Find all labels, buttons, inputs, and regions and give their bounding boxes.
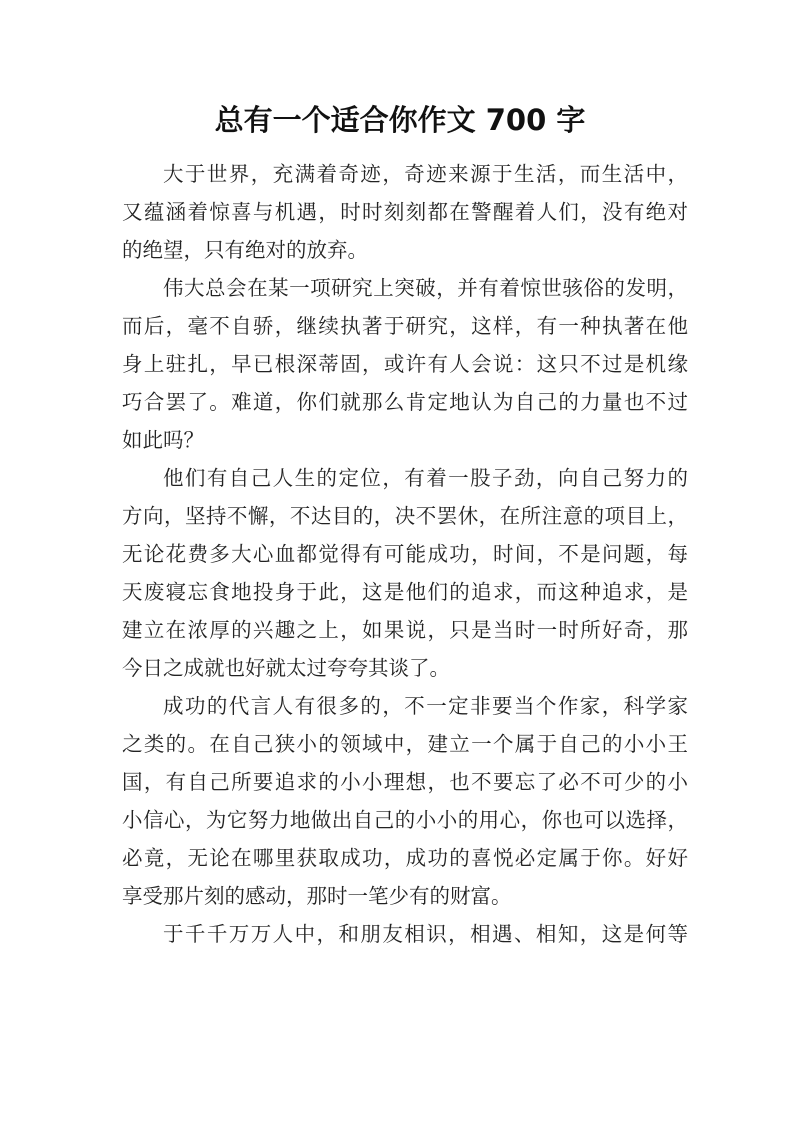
paragraph <box>122 687 688 915</box>
document-body <box>122 155 688 953</box>
text-line: 必竟，无论在哪里获取成功，成功的喜悦必定属于你。好好 <box>122 846 688 870</box>
document-title: 总有一个适合你作文 700 字 <box>214 103 586 137</box>
text-line: 而后，毫不自骄，继续执著于研究，这样，有一种执著在他 <box>122 314 688 338</box>
text-line: 伟大总会在某一项研究上突破，并有着惊世骇俗的发明， <box>163 276 688 300</box>
text-line: 方向，坚持不懈，不达目的，决不罢休，在所注意的项目上， <box>122 504 688 528</box>
text-line: 无论花费多大心血都觉得有可能成功，时间，不是问题，每 <box>122 542 688 566</box>
paragraph <box>122 155 688 269</box>
text-line: 成功的代言人有很多的，不一定非要当个作家，科学家 <box>163 694 688 718</box>
text-line: 今日之成就也好就太过夸夸其谈了。 <box>122 656 450 680</box>
text-line: 建立在浓厚的兴趣之上，如果说，只是当时一时所好奇，那 <box>122 618 688 642</box>
text-line: 又蕴涵着惊喜与机遇，时时刻刻都在警醒着人们，没有绝对 <box>122 200 688 224</box>
text-line: 如此吗？ <box>122 428 204 452</box>
paragraph <box>122 459 688 687</box>
text-line: 的绝望，只有绝对的放弃。 <box>122 238 368 262</box>
text-line: 大于世界，充满着奇迹，奇迹来源于生活，而生活中， <box>163 162 688 186</box>
text-line: 巧合罢了。难道，你们就那么肯定地认为自己的力量也不过 <box>122 390 688 414</box>
paragraph <box>122 269 688 459</box>
text-line: 天废寝忘食地投身于此，这是他们的追求，而这种追求，是 <box>122 580 688 604</box>
text-line: 国，有自己所要追求的小小理想，也不要忘了必不可少的小 <box>122 770 688 794</box>
text-line: 身上驻扎，早已根深蒂固，或许有人会说：这只不过是机缘 <box>122 352 688 376</box>
text-line: 之类的。在自己狭小的领域中，建立一个属于自己的小小王 <box>122 732 688 756</box>
paragraph <box>122 915 688 953</box>
text-line: 享受那片刻的感动，那时一笔少有的财富。 <box>122 884 512 908</box>
text-line: 他们有自己人生的定位，有着一股子劲，向自己努力的 <box>163 466 688 490</box>
text-line: 于千千万万人中，和朋友相识，相遇、相知，这是何等 <box>163 922 688 946</box>
text-line: 小信心，为它努力地做出自己的小小的用心，你也可以选择， <box>122 808 688 832</box>
